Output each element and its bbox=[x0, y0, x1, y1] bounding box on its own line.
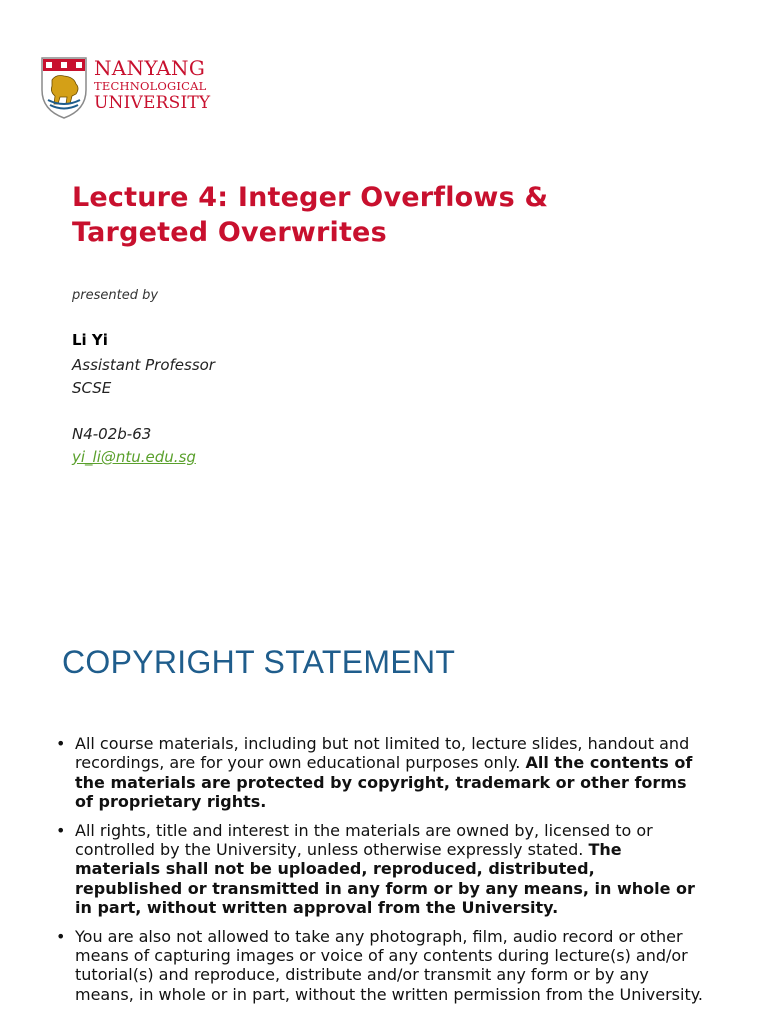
logo-line-technological: TECHNOLOGICAL bbox=[94, 79, 207, 93]
bullet-dot-icon: • bbox=[56, 734, 66, 753]
author-email-link[interactable]: yi_li@ntu.edu.sg bbox=[72, 448, 196, 466]
bullet-text-normal: All course materials, including but not limited to, lecture slides, handout and recordings, are for your own educational purposes only. bbox=[75, 734, 690, 773]
copyright-slide bbox=[0, 600, 768, 1024]
author-name: Li Yi bbox=[72, 331, 108, 349]
author-position: Assistant Professor bbox=[72, 356, 215, 374]
bullet-item bbox=[56, 927, 706, 1005]
bullet-text-bold: The materials shall not be uploaded, reproduced, distributed, republished or transmitted in any form or by any means, in whole or in part, without written approval from the University. bbox=[75, 840, 695, 918]
logo-line-university: UNIVERSITY bbox=[94, 92, 211, 113]
lecture-title-line-1: Lecture 4: Integer Overflows & bbox=[72, 182, 549, 213]
bullet-item bbox=[56, 821, 706, 918]
bullet-dot-icon: • bbox=[56, 926, 66, 946]
bullet-dot-icon: • bbox=[56, 820, 66, 840]
author-office: N4-02b-63 bbox=[72, 425, 152, 443]
copyright-bullet-list bbox=[56, 734, 706, 1013]
logo-wordmark bbox=[94, 58, 210, 112]
bullet-text-normal: You are also not allowed to take any photograph, film, audio record or other means of capturing images or voice of any contents during lecture(s) and/or tutorial(s) and reproduce, distribute and/or transmit any form or by any means, in whole or in part, without the written permission from the University. bbox=[75, 926, 703, 1004]
author-school: SCSE bbox=[72, 379, 112, 397]
bullet-item bbox=[56, 734, 706, 812]
bullet-text-normal: All rights, title and interest in the materials are owned by, licensed to or controlled by the University, unless otherwise expressly stated. bbox=[75, 820, 653, 860]
presented-by-label: presented by bbox=[72, 288, 159, 303]
ntu-logo bbox=[40, 56, 210, 122]
copyright-title: COPYRIGHT STATEMENT bbox=[62, 644, 456, 680]
lecture-title bbox=[72, 180, 712, 250]
ntu-crest-icon bbox=[40, 56, 88, 120]
author-email-wrap bbox=[72, 448, 196, 466]
lecture-title-line-2: Targeted Overwrites bbox=[72, 217, 387, 248]
bullet-text-bold: All the contents of the materials are protected by copyright, trademark or other forms of proprietary rights. bbox=[75, 753, 693, 812]
logo-line-nanyang: NANYANG bbox=[94, 56, 206, 80]
